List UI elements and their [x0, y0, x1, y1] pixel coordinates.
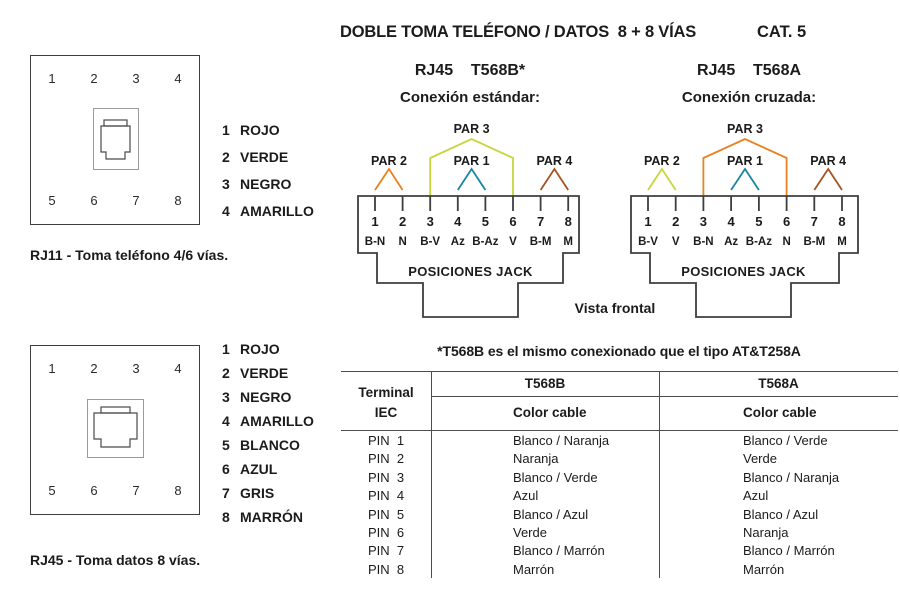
par4-label: PAR 4	[810, 154, 847, 168]
pin-number: 7	[810, 214, 818, 229]
table-divider	[431, 371, 432, 578]
rj45-plate	[30, 345, 200, 515]
pin-number: 8	[564, 214, 572, 229]
par2-label: PAR 2	[371, 154, 407, 168]
rj45-jack-latch	[101, 407, 130, 413]
rj45-jack-frame	[88, 400, 144, 458]
t568a-column-header: T568A	[758, 376, 799, 391]
plate-number: 3	[132, 71, 140, 86]
terminal-header-line: IEC	[374, 405, 398, 420]
par2-chevron	[648, 169, 676, 190]
legend-item	[222, 409, 314, 433]
legend-color: BLANCO	[240, 437, 300, 453]
par1-chevron	[731, 169, 759, 190]
pin-cell: PIN 5	[367, 506, 405, 522]
pin-cell: PIN 1	[367, 433, 405, 448]
pin-number: 1	[371, 214, 379, 229]
par1-label: PAR 1	[453, 154, 490, 168]
legend-item	[222, 361, 314, 385]
wire-code: Az	[450, 236, 465, 248]
t568a-color-cell: Naranja	[743, 525, 789, 540]
par4-chevron	[541, 169, 569, 190]
wire-code: V	[671, 236, 680, 248]
rj11-jack-latch	[104, 120, 127, 126]
wire-code: V	[509, 236, 517, 248]
plate-number: 8	[174, 483, 182, 498]
legend-item	[222, 481, 314, 505]
plate-number: 3	[132, 361, 140, 376]
t568a-color-cell: Blanco / Naranja	[743, 469, 840, 485]
legend-color: AMARILLO	[240, 202, 314, 219]
legend-item	[222, 197, 314, 224]
wire-code: B-V	[638, 236, 658, 248]
legend-color: NEGRO	[240, 175, 292, 192]
pin-cell: PIN 2	[367, 451, 405, 467]
legend-number: 1	[222, 341, 230, 357]
t568a-color-cell: Verde	[743, 451, 777, 467]
rj11-plate	[30, 55, 200, 225]
front-view-label: Vista frontal	[574, 300, 656, 316]
page-title: DOBLE TOMA TELÉFONO / DATOS 8 + 8 VÍAS	[340, 23, 697, 41]
t568a-color-cell: Blanco / Marrón	[743, 543, 835, 559]
legend-item	[222, 116, 314, 143]
rj11-jack-body	[101, 126, 130, 159]
t568b-color-cell: Blanco / Azul	[513, 506, 589, 522]
pin-cell: PIN 8	[367, 561, 405, 577]
rj11-caption: RJ11 - Toma teléfono 4/6 vías.	[30, 247, 229, 263]
wire-code: B-M	[803, 236, 826, 248]
pin-number: 4	[727, 214, 735, 229]
wire-code: B-V	[420, 236, 441, 248]
legend-number: 4	[222, 413, 230, 429]
legend-color: AZUL	[240, 461, 278, 477]
t568a-heading: RJ45 T568A	[696, 62, 802, 79]
plate-number: 4	[174, 361, 182, 376]
t568a-subheading: Conexión cruzada:	[681, 89, 817, 106]
legend-number: 3	[222, 389, 230, 405]
pin-number: 4	[454, 214, 462, 229]
legend-item	[222, 143, 314, 170]
legend-number: 2	[222, 365, 230, 381]
plate-number: 1	[48, 361, 56, 376]
t568b-column-header: T568B	[524, 376, 566, 391]
legend-number: 1	[222, 121, 230, 138]
wire-code: B-Az	[472, 236, 499, 248]
legend-number: 2	[222, 148, 230, 165]
t568b-connector-diagram	[345, 118, 595, 323]
plate-number: 5	[48, 193, 56, 208]
rj45-numbers-bottom	[31, 483, 199, 498]
pin-cell: PIN 7	[367, 543, 405, 559]
plate-number: 2	[90, 71, 98, 86]
t568b-note: *T568B es el mismo conexionado que el tipo AT&T258A	[437, 343, 801, 359]
t568a-color-cell: Marrón	[743, 561, 785, 577]
plate-number: 7	[132, 483, 140, 498]
rj11-numbers-bottom	[31, 193, 199, 208]
par4-chevron	[814, 169, 842, 190]
wire-code: Az	[724, 236, 739, 248]
pin-number: 2	[672, 214, 680, 229]
legend-number: 8	[222, 509, 230, 525]
plate-number: 4	[174, 71, 182, 86]
legend-item	[222, 457, 314, 481]
legend-number: 4	[222, 202, 230, 219]
rj45-jack-drawing	[87, 399, 144, 458]
pin-number: 1	[644, 214, 652, 229]
plate-number: 2	[90, 361, 98, 376]
plate-number: 5	[48, 483, 56, 498]
t568a-color-cell: Blanco / Azul	[743, 506, 819, 522]
pin-number: 6	[782, 214, 791, 229]
plate-number: 1	[48, 71, 56, 86]
table-divider	[659, 371, 660, 578]
pin-number: 2	[398, 214, 407, 229]
par4-label: PAR 4	[536, 154, 573, 168]
t568a-connector-diagram	[618, 118, 880, 323]
t568a-color-cell: Azul	[743, 488, 769, 504]
par3-label: PAR 3	[727, 122, 763, 136]
jack-positions-label: POSICIONES JACK	[408, 264, 533, 279]
terminal-iec-header	[341, 383, 431, 423]
jack-positions-label: POSICIONES JACK	[681, 264, 806, 279]
par1-chevron	[458, 169, 486, 190]
jack-outline	[631, 196, 858, 317]
wire-code: B-Az	[745, 236, 773, 248]
legend-number: 7	[222, 485, 230, 501]
legend-item	[222, 433, 314, 457]
legend-item	[222, 337, 314, 361]
pin-cell: PIN 4	[367, 488, 405, 504]
t568b-color-cell: Blanco / Naranja	[513, 433, 610, 448]
t568b-color-cell: Blanco / Verde	[513, 469, 598, 485]
legend-number: 3	[222, 175, 230, 192]
legend-number: 6	[222, 461, 230, 477]
wire-code: M	[563, 236, 573, 248]
pinout-table	[341, 371, 898, 578]
legend-color: VERDE	[240, 148, 289, 165]
legend-color: GRIS	[240, 485, 275, 501]
pin-cell: PIN 3	[367, 469, 405, 485]
rj45-jack-body	[94, 413, 137, 447]
rj45-caption: RJ45 - Toma datos 8 vías.	[30, 552, 201, 568]
pin-number: 3	[699, 214, 708, 229]
plate-number: 8	[174, 193, 182, 208]
t568b-heading: RJ45 T568B*	[414, 62, 526, 79]
wire-code: N	[782, 236, 791, 248]
t568b-color-cell: Azul	[513, 488, 539, 504]
table-group-underline	[431, 396, 898, 397]
t568b-color-cell: Marrón	[513, 561, 555, 577]
par3-label: PAR 3	[453, 122, 490, 136]
wire-code: B-M	[529, 236, 552, 248]
jack-outline	[358, 196, 579, 317]
rj45-numbers-top	[31, 361, 199, 376]
rj11-jack-drawing	[93, 108, 139, 170]
par2-label: PAR 2	[643, 154, 680, 168]
t568b-color-cell: Blanco / Marrón	[513, 543, 605, 559]
category-label: CAT. 5	[757, 23, 807, 41]
legend-number: 5	[222, 437, 230, 453]
pin-number: 6	[509, 214, 517, 229]
wire-code: B-N	[364, 236, 386, 248]
wire-code: M	[837, 236, 847, 248]
t568b-subheading: Conexión estándar:	[399, 89, 541, 106]
rj11-jack-frame	[94, 109, 139, 170]
pin-number: 7	[536, 214, 545, 229]
rj45-legend	[222, 337, 314, 529]
pin-number: 5	[755, 214, 763, 229]
color-cable-subheader: Color cable	[513, 405, 587, 420]
table-header-underline	[341, 430, 898, 431]
t568a-color-cell: Blanco / Verde	[743, 433, 828, 448]
pin-number: 3	[426, 214, 434, 229]
t568b-color-cell: Verde	[513, 525, 547, 540]
plate-number: 6	[90, 193, 98, 208]
legend-color: AMARILLO	[240, 413, 314, 429]
terminal-header-line: Terminal	[358, 385, 414, 400]
par1-label: PAR 1	[727, 154, 763, 168]
legend-color: MARRÓN	[240, 509, 303, 525]
legend-item	[222, 505, 314, 529]
legend-color: ROJO	[240, 341, 280, 357]
legend-color: ROJO	[240, 121, 280, 138]
legend-item	[222, 170, 314, 197]
t568b-color-cell: Naranja	[513, 451, 559, 467]
pin-number: 8	[838, 214, 846, 229]
legend-color: NEGRO	[240, 389, 292, 405]
par2-chevron	[375, 169, 403, 190]
legend-color: VERDE	[240, 365, 289, 381]
wire-code: B-N	[693, 236, 714, 248]
legend-item	[222, 385, 314, 409]
pin-number: 5	[481, 214, 490, 229]
pin-cell: PIN 6	[367, 525, 405, 540]
color-cable-subheader: Color cable	[743, 405, 817, 420]
wire-code: N	[398, 236, 407, 248]
rj11-numbers-top	[31, 71, 199, 86]
rj11-legend	[222, 116, 314, 224]
plate-number: 6	[90, 483, 98, 498]
plate-number: 7	[132, 193, 140, 208]
